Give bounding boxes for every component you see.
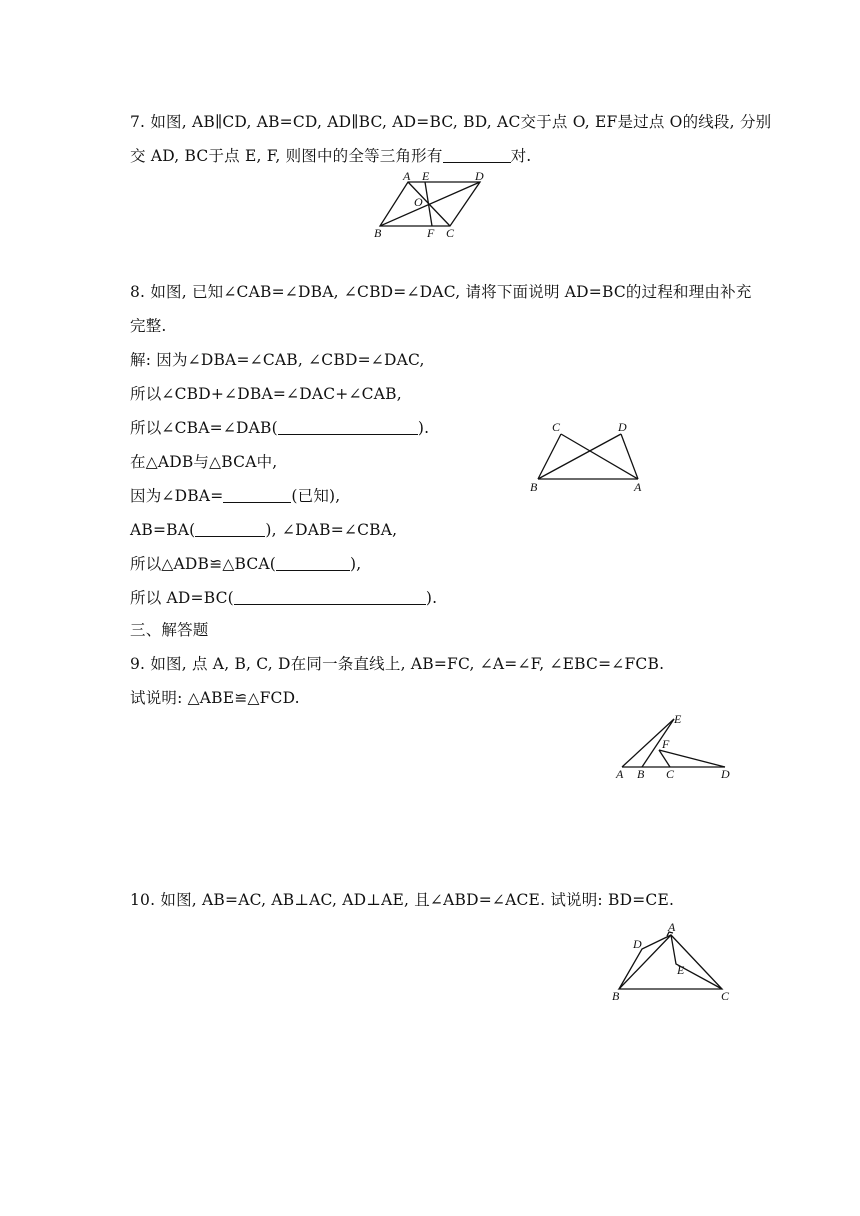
q7-line-1: 7. 如图, AB∥CD, AB=CD, AD∥BC, AD=BC, BD, AC交于点 O, EF是过点 O的线段, 分别 [130, 113, 772, 131]
q7-label-c: C [446, 226, 455, 240]
q8-line-9-text: 所以△ADB≌△BCA( [130, 555, 277, 573]
q8-reason-blank-1[interactable] [278, 420, 418, 435]
q7-answer-blank[interactable] [443, 148, 511, 163]
q7-label-d: D [475, 170, 484, 183]
q8-reason-blank-2[interactable] [195, 522, 265, 537]
q8-line-9-end: ), [350, 555, 362, 573]
q7-line-2-text: 交 AD, BC于点 E, F, 则图中的全等三角形有 [130, 147, 443, 165]
q10-label-b: B [612, 989, 620, 1002]
q7-label-o: O [414, 195, 423, 209]
q9-line-2: 试说明: △ABE≌△FCD. [130, 689, 300, 707]
q8-reason-blank-4[interactable] [234, 590, 426, 605]
q8-reason-blank-3[interactable] [276, 556, 350, 571]
q10-label-a: A [668, 920, 676, 934]
q8-line-5 [130, 418, 429, 438]
q8-label-c: C [552, 420, 561, 434]
q10-label-d: D [633, 937, 642, 951]
q8-line-7-end: (已知), [291, 487, 341, 505]
q7-line-2-end: 对. [510, 147, 532, 165]
q8-line-4: 所以∠CBD+∠DBA=∠DAC+∠CAB, [130, 385, 402, 403]
q8-label-a: A [634, 480, 642, 494]
q8-label-b: B [530, 480, 538, 494]
q8-line-10 [130, 588, 437, 608]
q8-segment-ca [561, 434, 638, 479]
q8-line-2: 完整. [130, 317, 167, 335]
q10-figure [604, 918, 744, 1002]
q8-line-1: 8. 如图, 已知∠CAB=∠DBA, ∠CBD=∠DAC, 请将下面说明 AD=BC的过程和理由补充 [130, 283, 752, 301]
q8-segment-da [621, 434, 638, 479]
q8-line-5-end: ). [417, 419, 430, 437]
q8-line-6: 在△ADB与△BCA中, [130, 453, 278, 471]
q10-line-1: 10. 如图, AB=AC, AB⊥AC, AD⊥AE, 且∠ABD=∠ACE. 试说明: BD=CE. [130, 891, 675, 909]
q7-label-a: A [403, 170, 411, 183]
q9-label-a: A [616, 767, 624, 781]
q8-segment-bd [538, 434, 621, 479]
q8-angle-blank[interactable] [223, 488, 291, 503]
q9-line-1: 9. 如图, 点 A, B, C, D在同一条直线上, AB=FC, ∠A=∠F, ∠EBC=∠FCB. [130, 655, 665, 673]
q8-line-7-text: 因为∠DBA= [130, 487, 224, 505]
q9-label-c: C [666, 767, 675, 781]
q8-line-5-text: 所以∠CBA=∠DAB( [130, 419, 278, 437]
q8-line-3: 解: 因为∠DBA=∠CAB, ∠CBD=∠DAC, [130, 351, 425, 369]
q8-figure [524, 418, 654, 494]
q8-line-9 [130, 554, 361, 574]
q9-figure [612, 708, 742, 784]
q7-label-b: B [374, 226, 382, 240]
q7-line-2 [130, 146, 531, 166]
q8-line-10-text: 所以 AD=BC( [130, 589, 234, 607]
q8-line-10-end: ). [425, 589, 438, 607]
q7-label-e: E [422, 170, 430, 183]
q10-label-c: C [721, 989, 730, 1002]
q7-label-f: F [427, 226, 435, 240]
q8-line-7 [130, 486, 340, 506]
q10-label-e: E [677, 963, 685, 977]
q7-figure [370, 170, 490, 242]
section-3-heading: 三、解答题 [130, 621, 209, 639]
q8-label-d: D [618, 420, 627, 434]
q9-label-d: D [721, 767, 730, 781]
q8-line-8 [130, 520, 397, 540]
q9-label-e: E [674, 712, 682, 726]
q8-line-8-end: ), ∠DAB=∠CBA, [265, 521, 398, 539]
q8-line-8-text: AB=BA( [130, 521, 196, 539]
q9-label-b: B [637, 767, 645, 781]
q9-label-f: F [662, 737, 670, 751]
